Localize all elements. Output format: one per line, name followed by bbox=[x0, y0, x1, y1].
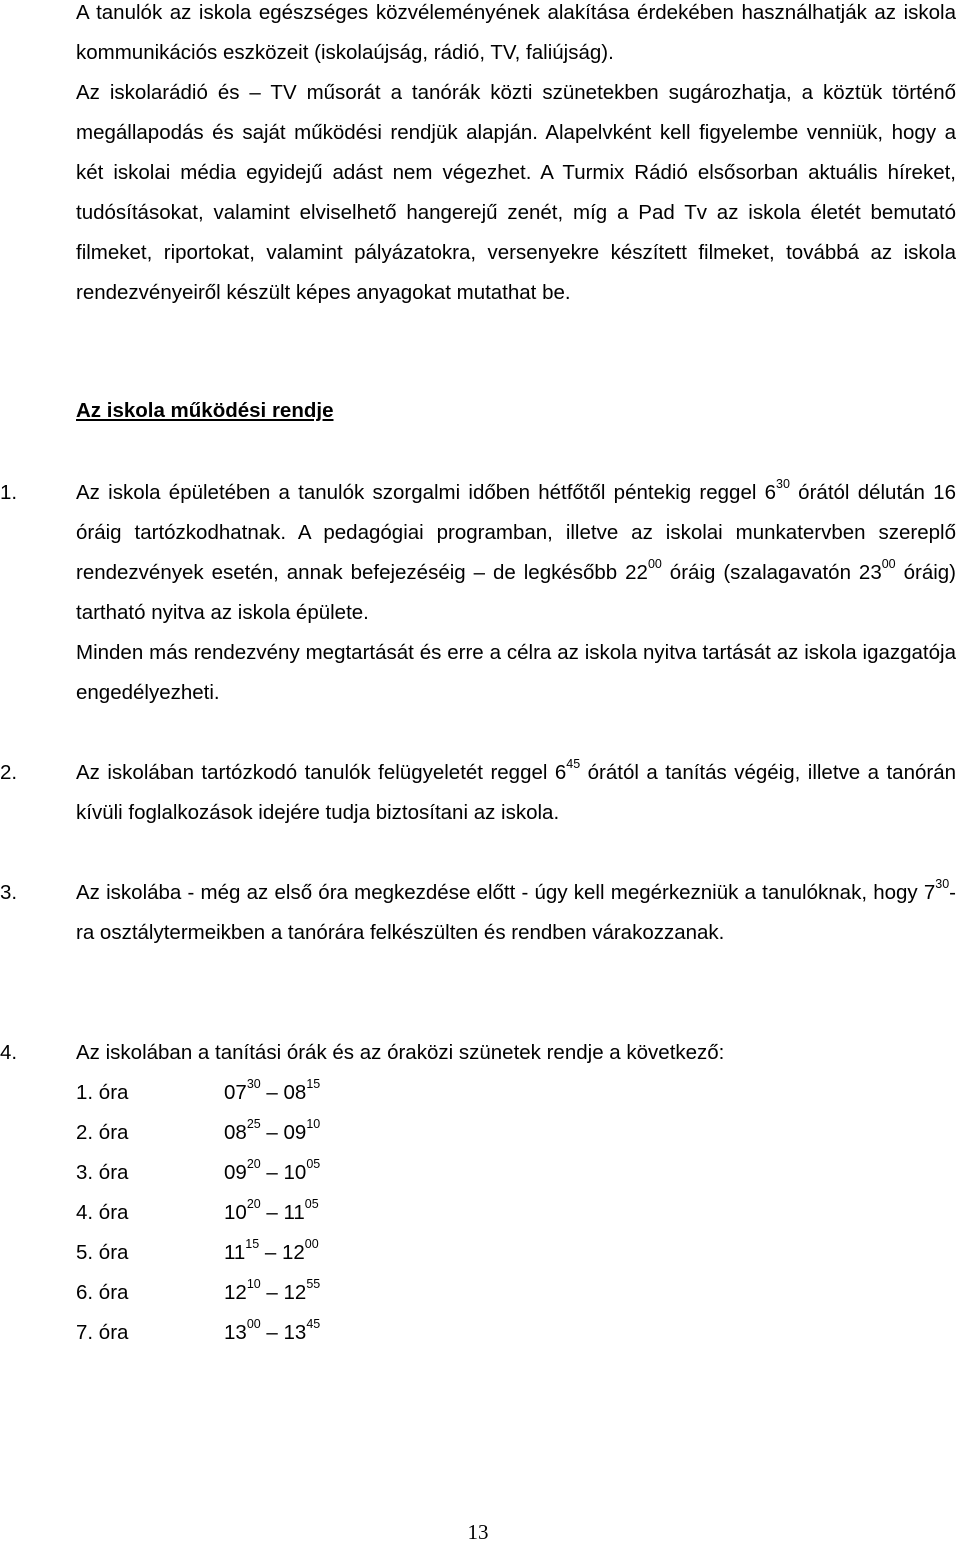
item-number: 1. bbox=[0, 481, 18, 504]
schedule-row bbox=[76, 1073, 476, 1113]
text-run: Az iskolában tartózkodó tanulók felügyeletét reggel 6 bbox=[76, 761, 567, 784]
lesson-label: 5. óra bbox=[76, 1241, 129, 1264]
text-run: óráig (szalagavatón 23 bbox=[661, 561, 882, 584]
text-run: óráig) tartható nyitva az iskola épülete. bbox=[76, 561, 957, 624]
text-run: -ra osztálytermeikben a tanórára felkészülten és rendben várakozzanak. bbox=[76, 881, 956, 944]
text-run: Az iskola épületében a tanulók szorgalmi időben hétfőtől péntekig reggel 6 bbox=[76, 481, 777, 504]
section-heading: Az iskola működési rendje bbox=[76, 399, 334, 422]
item-paragraph: Az iskolában a tanítási órák és az óraközi szünetek rendje a következő: bbox=[76, 1041, 725, 1064]
lesson-time: $12^{10} - 12^{55}$ bbox=[224, 1277, 321, 1304]
text-run: órától délután 16 óráig tartózkodhatnak. A pedagógiai programban, illetve az iskolai munkatervben szereplő rendezvények esetén, annak befejezéséig – de legkésőbb 22 bbox=[76, 481, 956, 584]
lesson-time: $10^{20} - 11^{05}$ bbox=[224, 1197, 319, 1224]
item-body bbox=[76, 1033, 956, 1073]
intro-section bbox=[76, 0, 956, 313]
lesson-label: 4. óra bbox=[76, 1201, 129, 1224]
text-run: órától a tanítás végéig, illetve a tanórán kívüli foglalkozások idejére tudja biztosítani az iskola. bbox=[76, 761, 956, 824]
superscript: 00 bbox=[647, 557, 662, 572]
page-number: 13 bbox=[467, 1520, 489, 1544]
schedule-row bbox=[76, 1313, 476, 1353]
lesson-label: 3. óra bbox=[76, 1161, 129, 1184]
superscript: 45 bbox=[566, 757, 581, 772]
schedule-row bbox=[76, 1193, 476, 1233]
superscript: 30 bbox=[776, 477, 790, 492]
item-body bbox=[76, 473, 956, 713]
lesson-label: 2. óra bbox=[76, 1121, 129, 1144]
lesson-time: $13^{00} - 13^{45}$ bbox=[224, 1317, 321, 1344]
schedule-row bbox=[76, 1153, 476, 1193]
lesson-time: $07^{30} - 08^{15}$ bbox=[224, 1077, 321, 1104]
superscript: 30 bbox=[935, 877, 950, 892]
item-paragraph: Minden más rendezvény megtartását és erre a célra az iskola nyitva tartását az iskola igazgatója engedélyezheti. bbox=[76, 641, 956, 704]
lesson-time: $11^{15} - 12^{00}$ bbox=[224, 1237, 319, 1264]
schedule-row bbox=[76, 1113, 476, 1153]
text-run: Az iskolába - még az első óra megkezdése előtt - úgy kell megérkezniük a tanulóknak, hogy 7 bbox=[76, 881, 936, 904]
item-paragraph bbox=[76, 753, 956, 833]
item-body bbox=[76, 873, 956, 953]
item-paragraph bbox=[76, 873, 956, 953]
schedule-row bbox=[76, 1273, 476, 1313]
lesson-time: $08^{25} - 09^{10}$ bbox=[224, 1117, 321, 1144]
item-paragraph bbox=[76, 473, 956, 633]
intro-paragraph-2: Az iskolarádió és – TV műsorát a tanórák közti szünetekben sugározhatja, a köztük történő megállapodás és saját működési rendjük alapján. Alapelvként kell figyelembe venniük, hogy a két iskolai média egyidejű adást nem végezhet. A Turmix Rádió elsősorban aktuális híreket, tudósításokat, valamint elviselhető hangerejű zenét, míg a Pad Tv az iskola életét bemutató filmeket, riportokat, valamint pályázatokra, versenyekre készített filmeket, továbbá az iskola rendezvényeiről készült képes anyagokat mutathat be. bbox=[76, 81, 956, 304]
lesson-label: 1. óra bbox=[76, 1081, 129, 1104]
lesson-time: $09^{20} - 10^{05}$ bbox=[224, 1157, 321, 1184]
lesson-label: 7. óra bbox=[76, 1321, 129, 1344]
item-body bbox=[76, 753, 956, 833]
class-schedule bbox=[76, 1073, 476, 1353]
lesson-label: 6. óra bbox=[76, 1281, 129, 1304]
item-number: 2. bbox=[0, 761, 18, 784]
item-number: 4. bbox=[0, 1041, 18, 1064]
item-number: 3. bbox=[0, 881, 18, 904]
superscript: 00 bbox=[881, 557, 896, 572]
intro-paragraph-1: A tanulók az iskola egészséges közvéleményének alakítása érdekében használhatják az iskola kommunikációs eszközeit (iskolaújság, rádió, TV, faliújság). bbox=[76, 1, 956, 64]
schedule-row bbox=[76, 1233, 476, 1273]
